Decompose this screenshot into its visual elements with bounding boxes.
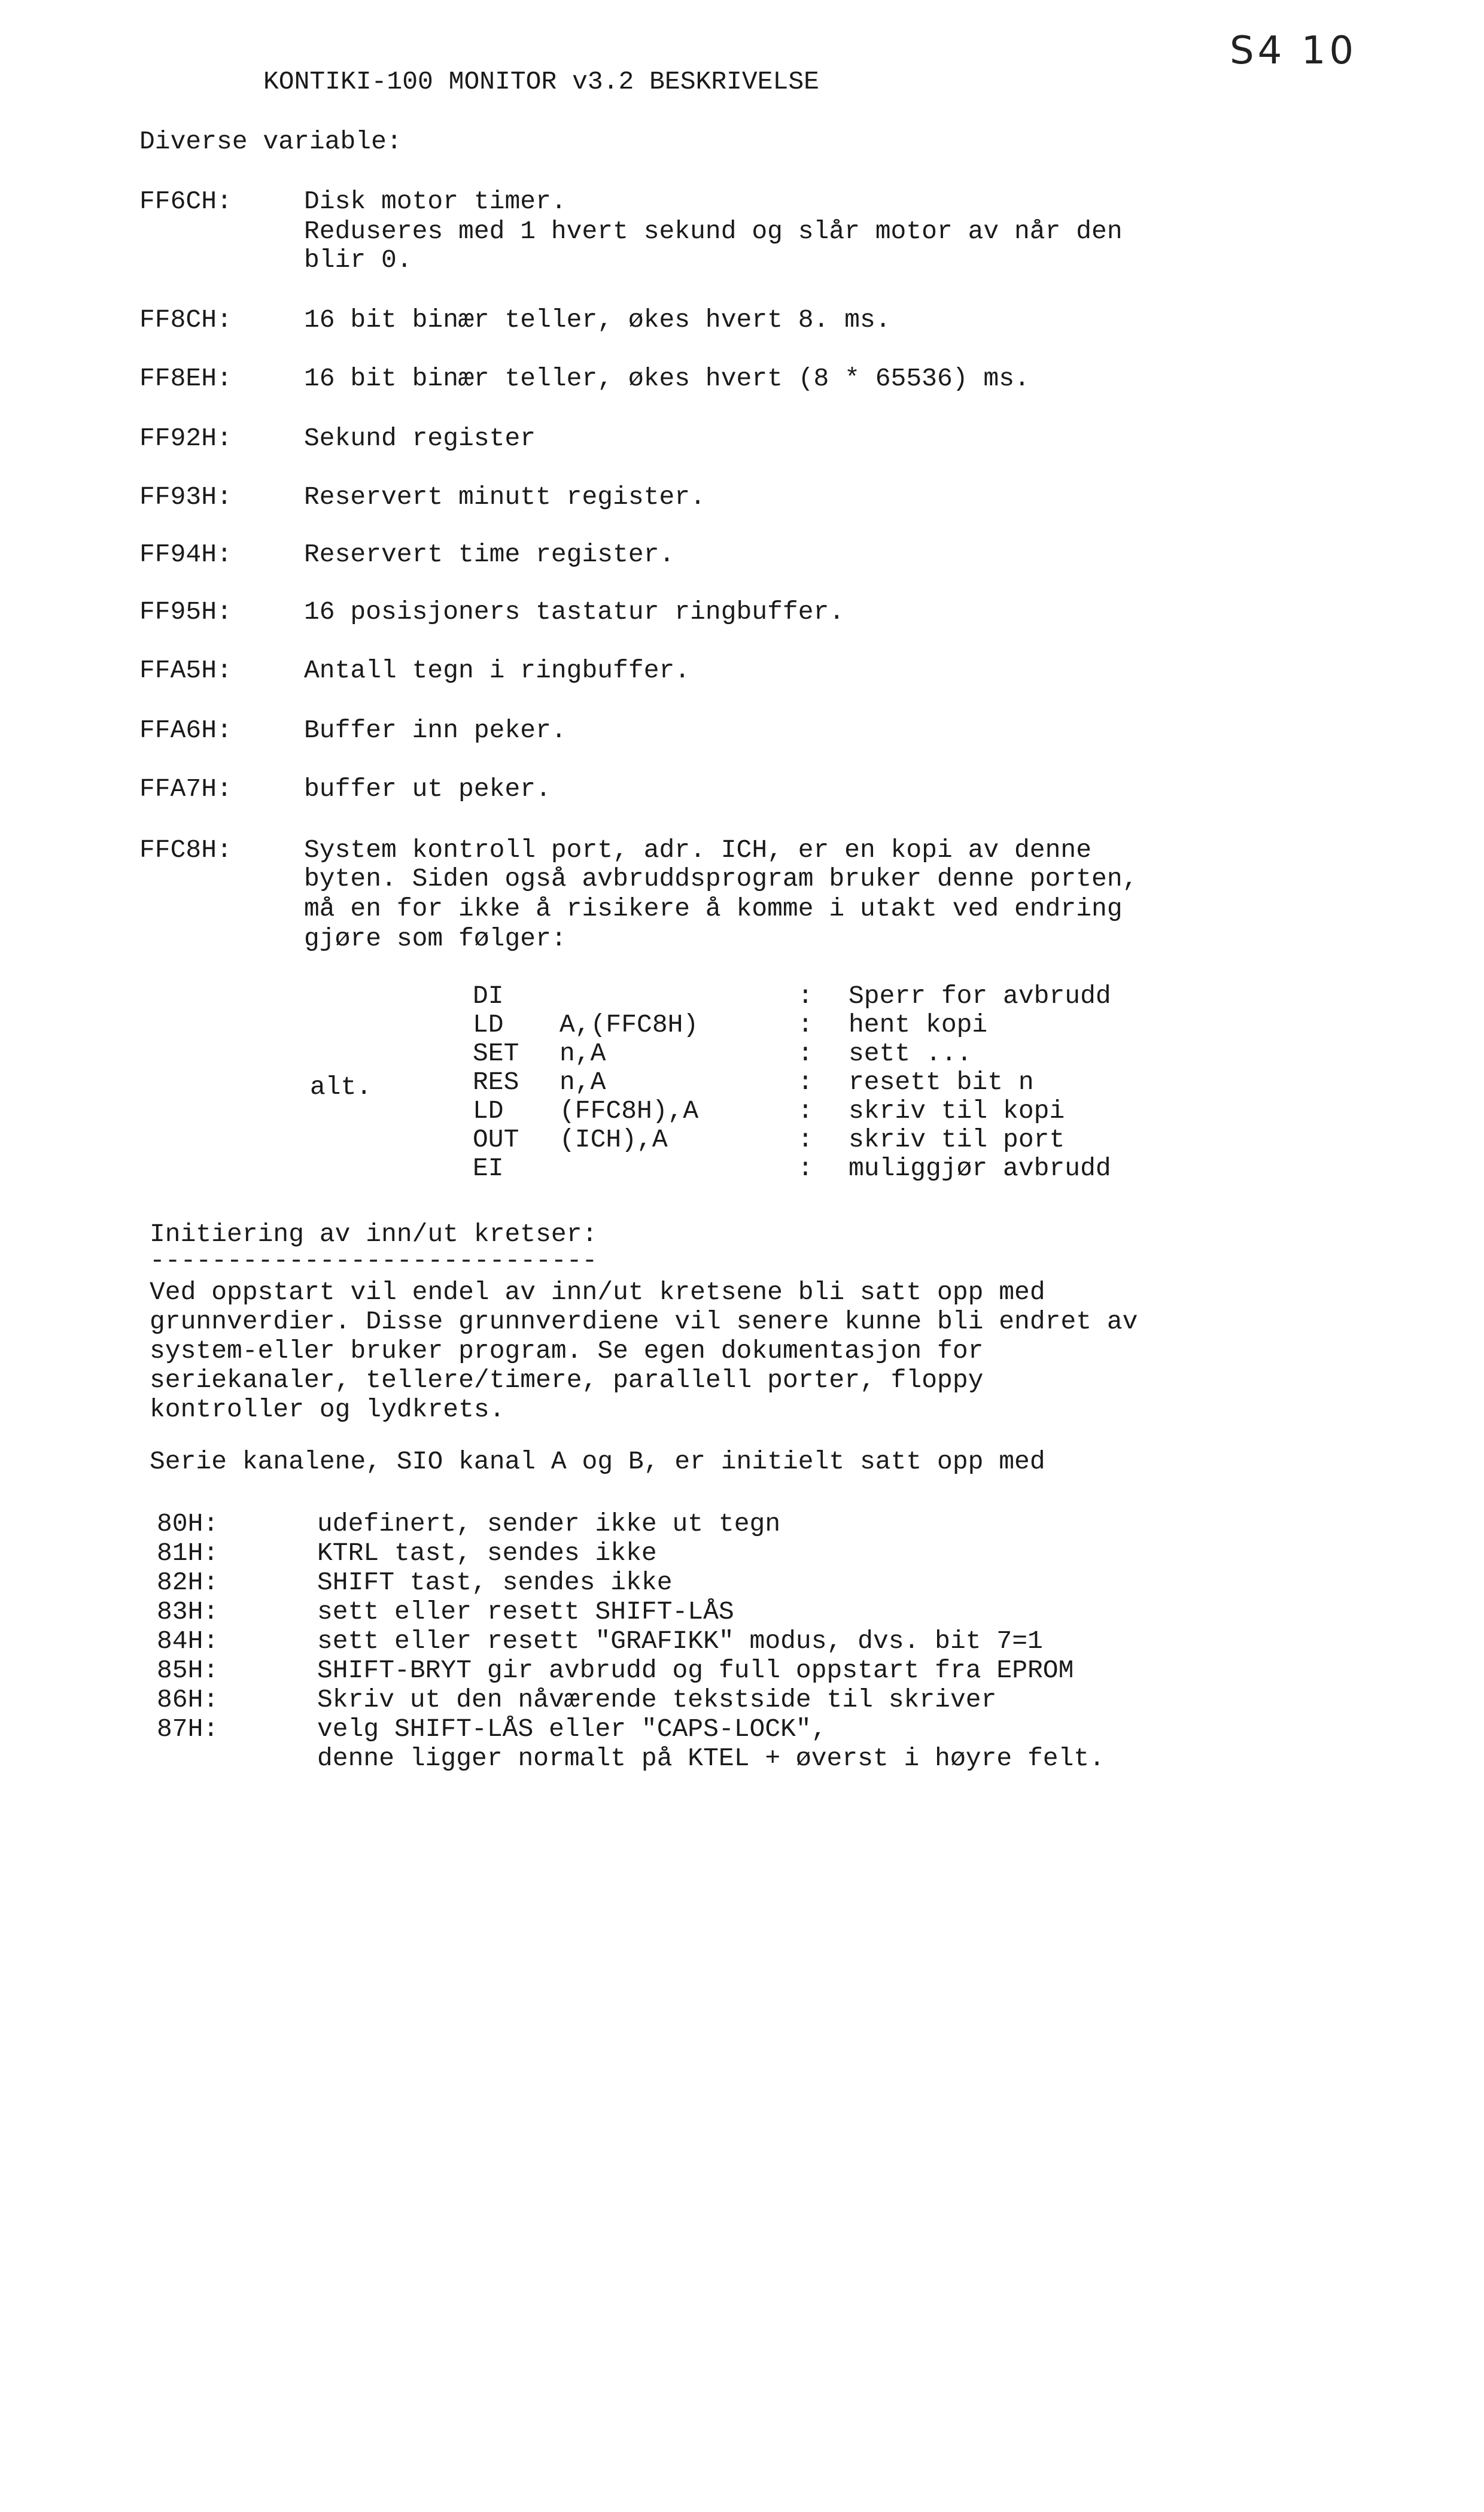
code-separator: : bbox=[798, 981, 813, 1011]
key-code-description: SHIFT tast, sendes ikke bbox=[317, 1568, 673, 1597]
code-operand: (FFC8H),A bbox=[559, 1096, 699, 1126]
code-comment: sett ... bbox=[849, 1039, 972, 1068]
code-comment: hent kopi bbox=[849, 1010, 988, 1039]
key-code-description: denne ligger normalt på KTEL + øverst i høyre felt. bbox=[317, 1744, 1105, 1773]
key-code-description: SHIFT-BRYT gir avbrudd og full oppstart fra EPROM bbox=[317, 1656, 1074, 1685]
key-code-address: 86H: bbox=[157, 1685, 219, 1714]
code-mnemonic: OUT bbox=[473, 1125, 519, 1154]
variable-description: buffer ut peker. bbox=[304, 774, 551, 804]
code-separator: : bbox=[798, 1039, 813, 1068]
code-separator: : bbox=[798, 1125, 813, 1154]
variable-description: må en for ikke å risikere å komme i utakt ved endring bbox=[304, 894, 1123, 923]
variable-address: FF8EH: bbox=[139, 364, 232, 393]
alt-label: alt. bbox=[310, 1072, 372, 1102]
key-code-address: 82H: bbox=[157, 1568, 219, 1597]
code-comment: Sperr for avbrudd bbox=[849, 981, 1111, 1011]
variable-description: Sekund register bbox=[304, 424, 536, 453]
key-code-description: velg SHIFT-LÅS eller "CAPS-LOCK", bbox=[317, 1714, 827, 1744]
key-code-description: Skriv ut den nåværende tekstside til skriver bbox=[317, 1685, 997, 1714]
variable-description: byten. Siden også avbruddsprogram bruker denne porten, bbox=[304, 864, 1138, 893]
variable-description: Antall tegn i ringbuffer. bbox=[304, 656, 691, 685]
key-code-description: udefinert, sender ikke ut tegn bbox=[317, 1509, 781, 1538]
key-code-address: 83H: bbox=[157, 1597, 219, 1626]
init-paragraph-line: kontroller og lydkrets. bbox=[150, 1395, 505, 1424]
init-paragraph-line: seriekanaler, tellere/timere, parallell porter, floppy bbox=[150, 1366, 984, 1395]
key-code-address: 81H: bbox=[157, 1538, 219, 1568]
init-paragraph-line: system-eller bruker program. Se egen dokumentasjon for bbox=[150, 1336, 984, 1366]
key-code-description: sett eller resett "GRAFIKK" modus, dvs. bit 7=1 bbox=[317, 1626, 1043, 1656]
key-code-description: sett eller resett SHIFT-LÅS bbox=[317, 1597, 734, 1626]
code-comment: muliggjør avbrudd bbox=[849, 1154, 1111, 1183]
code-mnemonic: DI bbox=[473, 981, 504, 1011]
key-code-address: 80H: bbox=[157, 1509, 219, 1538]
handwritten-page-number: S4 10 bbox=[1230, 29, 1358, 73]
variable-description: Reservert time register. bbox=[304, 540, 675, 569]
code-operand: n,A bbox=[559, 1039, 606, 1068]
code-mnemonic: SET bbox=[473, 1039, 519, 1068]
code-operand: A,(FFC8H) bbox=[559, 1010, 699, 1039]
variable-description: Reservert minutt register. bbox=[304, 482, 705, 512]
init-paragraph-line: grunnverdier. Disse grunnverdiene vil senere kunne bli endret av bbox=[150, 1307, 1138, 1336]
init-paragraph-line: Ved oppstart vil endel av inn/ut kretsene bli satt opp med bbox=[150, 1278, 1045, 1307]
key-code-address: 84H: bbox=[157, 1626, 219, 1656]
init-heading-underline: ----------------------------- bbox=[150, 1246, 598, 1275]
key-code-address: 87H: bbox=[157, 1714, 219, 1744]
variable-address: FF95H: bbox=[139, 597, 232, 627]
code-separator: : bbox=[798, 1010, 813, 1039]
variable-address: FF93H: bbox=[139, 482, 232, 512]
variable-description: Buffer inn peker. bbox=[304, 716, 567, 745]
key-code-address: 85H: bbox=[157, 1656, 219, 1685]
key-code-description: KTRL tast, sendes ikke bbox=[317, 1538, 657, 1568]
serie-intro: Serie kanalene, SIO kanal A og B, er initielt satt opp med bbox=[150, 1447, 1045, 1476]
section-heading: Diverse variable: bbox=[139, 127, 402, 156]
code-mnemonic: EI bbox=[473, 1154, 504, 1183]
code-operand: n,A bbox=[559, 1068, 606, 1097]
code-comment: skriv til kopi bbox=[849, 1096, 1065, 1126]
variable-description: gjøre som følger: bbox=[304, 924, 567, 953]
code-separator: : bbox=[798, 1068, 813, 1097]
variable-address: FF6CH: bbox=[139, 187, 232, 216]
variable-description: 16 posisjoners tastatur ringbuffer. bbox=[304, 597, 845, 627]
code-mnemonic: LD bbox=[473, 1096, 504, 1126]
variable-address: FFC8H: bbox=[139, 835, 232, 865]
variable-description: 16 bit binær teller, økes hvert 8. ms. bbox=[304, 305, 891, 334]
variable-address: FFA5H: bbox=[139, 656, 232, 685]
code-operand: (ICH),A bbox=[559, 1125, 668, 1154]
variable-description: Reduseres med 1 hvert sekund og slår motor av når den bbox=[304, 217, 1123, 246]
code-mnemonic: RES bbox=[473, 1068, 519, 1097]
document-title: KONTIKI-100 MONITOR v3.2 BESKRIVELSE bbox=[263, 67, 819, 96]
code-comment: resett bit n bbox=[849, 1068, 1034, 1097]
variable-description: System kontroll port, adr. ICH, er en kopi av denne bbox=[304, 835, 1092, 865]
variable-description: Disk motor timer. bbox=[304, 187, 567, 216]
code-comment: skriv til port bbox=[849, 1125, 1065, 1154]
variable-address: FF92H: bbox=[139, 424, 232, 453]
code-mnemonic: LD bbox=[473, 1010, 504, 1039]
variable-description: blir 0. bbox=[304, 245, 412, 275]
variable-description: 16 bit binær teller, økes hvert (8 * 65536) ms. bbox=[304, 364, 1030, 393]
variable-address: FFA6H: bbox=[139, 716, 232, 745]
variable-address: FF94H: bbox=[139, 540, 232, 569]
code-separator: : bbox=[798, 1154, 813, 1183]
init-heading: Initiering av inn/ut kretser: bbox=[150, 1219, 598, 1249]
code-separator: : bbox=[798, 1096, 813, 1126]
variable-address: FF8CH: bbox=[139, 305, 232, 334]
variable-address: FFA7H: bbox=[139, 774, 232, 804]
